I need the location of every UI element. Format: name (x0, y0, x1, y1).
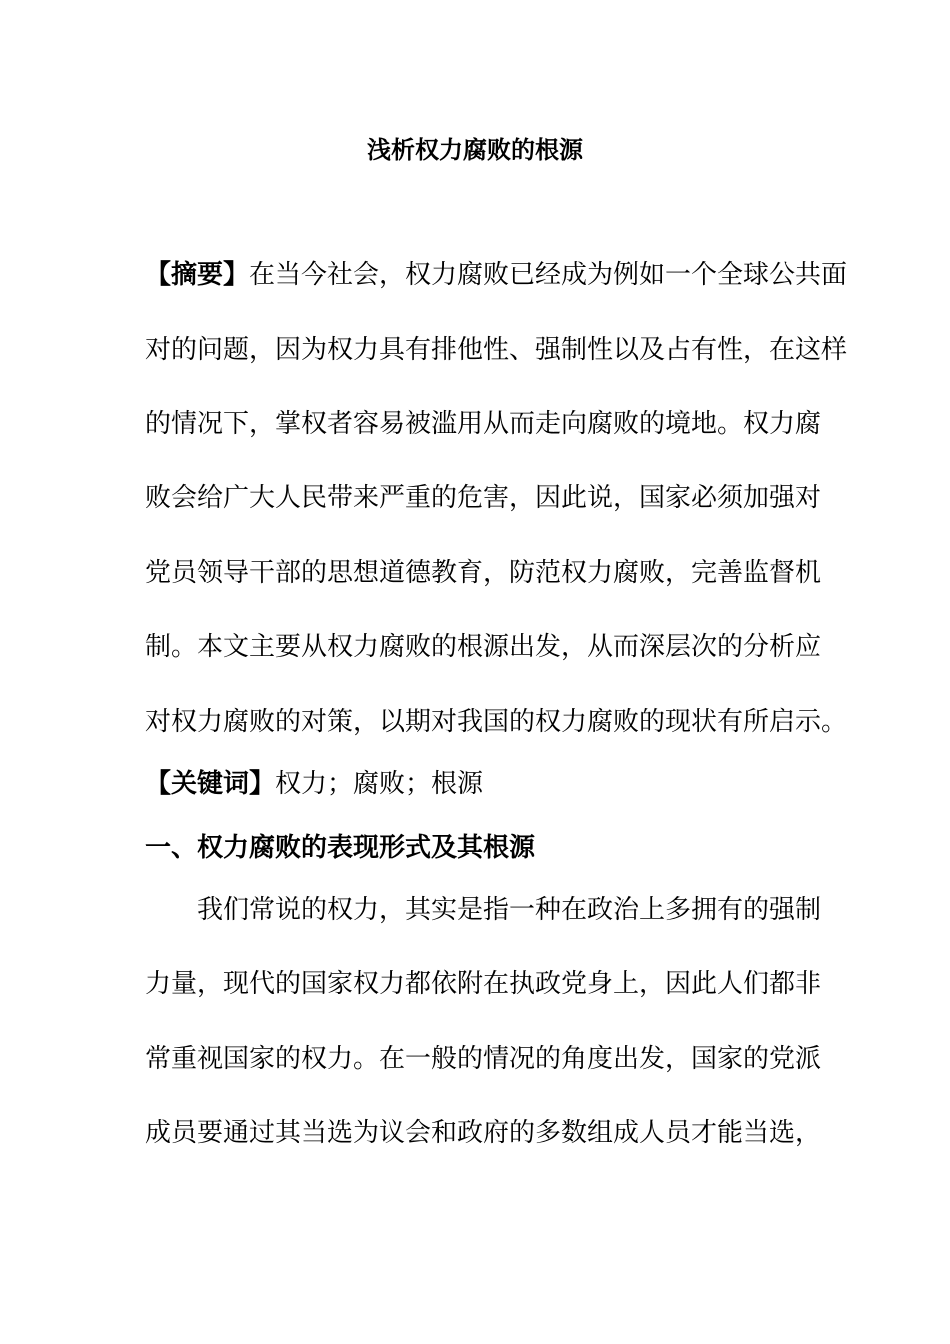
document-title: 浅析权力腐败的根源 (367, 136, 583, 164)
abstract-line: 制。本文主要从权力腐败的根源出发，从而深层次的分析应 (145, 632, 822, 662)
abstract-line: 对权力腐败的对策，以期对我国的权力腐败的现状有所启示。 (145, 707, 848, 737)
abstract-text: 在当今社会，权力腐败已经成为例如一个全球公共面 (249, 260, 848, 290)
body-line: 力量，现代的国家权力都依附在执政党身上，因此人们都非 (145, 969, 822, 999)
keywords-label: 【关键词】 (145, 769, 276, 799)
body-line: 成员要通过其当选为议会和政府的多数组成人员才能当选， (145, 1118, 822, 1148)
body-line: 我们常说的权力，其实是指一种在政治上多拥有的强制 (197, 895, 822, 925)
keywords-line (145, 764, 815, 804)
body-line: 常重视国家的权力。在一般的情况的角度出发，国家的党派 (145, 1044, 822, 1074)
section-heading: 一、权力腐败的表现形式及其根源 (145, 833, 536, 863)
keywords-value: 权力；腐败；根源 (275, 769, 484, 799)
abstract-line: 败会给广大人民带来严重的危害，因此说，国家必须加强对 (145, 483, 822, 513)
abstract-line: 的情况下，掌权者容易被滥用从而走向腐败的境地。权力腐 (145, 409, 822, 439)
abstract-line: 党员领导干部的思想道德教育，防范权力腐败，完善监督机 (145, 558, 822, 588)
abstract-first-line (145, 255, 848, 295)
abstract-label: 【摘要】 (145, 260, 250, 290)
abstract-line: 对的问题，因为权力具有排他性、强制性以及占有性，在这样 (145, 335, 848, 365)
